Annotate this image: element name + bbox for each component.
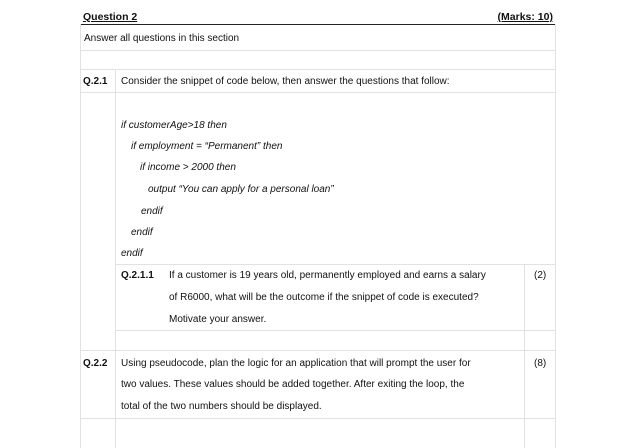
code-line: output “You can apply for a personal loan” [148, 184, 334, 195]
question-text-q2-1-1-line: Motivate your answer. [169, 314, 267, 325]
table-left-border [80, 24, 81, 448]
question-title: Question 2 [83, 11, 138, 23]
header-underline [81, 24, 555, 25]
code-line: endif [141, 206, 163, 217]
row-divider [115, 264, 555, 265]
column-divider-number [115, 69, 116, 448]
row-divider [80, 50, 555, 51]
row-divider [115, 330, 555, 331]
question-text-q2-2-line: two values. These values should be added together. After exiting the loop, the [121, 379, 465, 390]
row-divider [80, 418, 555, 419]
question-number-q2-1: Q.2.1 [83, 76, 108, 87]
section-instruction: Answer all questions in this section [84, 33, 240, 44]
question-number-q2-1-1: Q.2.1.1 [121, 270, 154, 281]
code-line: endif [121, 248, 143, 259]
table-right-border [555, 24, 556, 448]
question-text-q2-2-line: Using pseudocode, plan the logic for an application that will prompt the user for [121, 358, 471, 369]
code-line: if employment = “Permanent” then [131, 141, 283, 152]
code-line: endif [131, 227, 153, 238]
question-marks: (Marks: 10) [497, 11, 553, 23]
code-line: if customerAge>18 then [121, 120, 227, 131]
question-text-q2-1-1-line: If a customer is 19 years old, permanently employed and earns a salary [169, 270, 486, 281]
row-divider [80, 92, 555, 93]
question-number-q2-2: Q.2.2 [83, 358, 108, 369]
marks-q2-2: (8) [534, 358, 547, 369]
question-text-q2-1: Consider the snippet of code below, then answer the questions that follow: [121, 76, 450, 87]
row-divider [80, 350, 555, 351]
marks-q2-1-1: (2) [534, 270, 547, 281]
question-text-q2-2-line: total of the two numbers should be displayed. [121, 401, 322, 412]
code-line: if income > 2000 then [140, 162, 236, 173]
column-divider-marks [524, 264, 525, 448]
question-text-q2-1-1-line: of R6000, what will be the outcome if the snippet of code is executed? [169, 292, 479, 303]
row-divider [80, 69, 555, 70]
